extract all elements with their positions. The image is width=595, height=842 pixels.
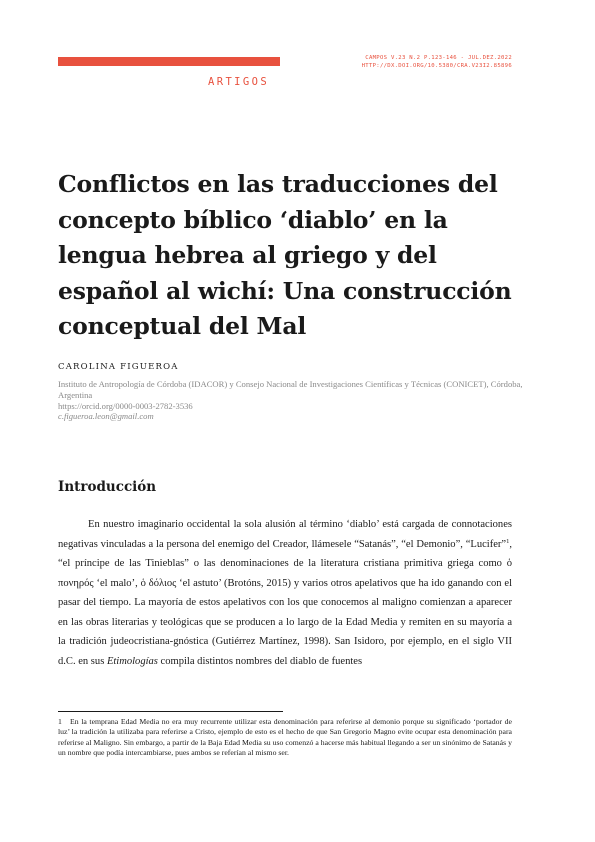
orcid-link[interactable]: https://orcid.org/0000-0003-2782-3536 xyxy=(58,400,193,411)
body-paragraph xyxy=(58,515,512,671)
footnote-divider xyxy=(58,711,283,712)
journal-citation: CAMPOS V.23 N.2 P.123-146 - JUL.DEZ.2022 xyxy=(365,55,512,61)
author-name: CAROLINA FIGUEROA xyxy=(58,362,179,372)
footnote xyxy=(58,717,512,759)
author-affiliation-block xyxy=(58,379,528,422)
footnote-number: 1 xyxy=(58,717,62,726)
header-accent-bar xyxy=(58,57,280,66)
article-title: Conflictos en las traducciones del concepto bíblico ‘diablo’ en la lengua hebrea al griego y del español al wichí: Una construcción conceptual del Mal xyxy=(58,170,512,340)
book-title-emphasis: Etimologías xyxy=(106,655,158,667)
footnote-text: En la temprana Edad Media no era muy recurrente utilizar esta denominación para referirse al demonio porque su significado ‘portador de luz’ la tradición la utilizaba para referirse a Cristo, ejemplo de esto es el hecho de que San Gregorio Magno evite ocupar esta denominación para referirse al Maligno. Sin embargo, a partir de la Baja Edad Media su uso comenzó a hacerse más habitual llegando a ser un sinónimo de Satanás y un nombre que podía intercambiarse, pues ambos se referían al mismo ser. xyxy=(58,717,512,758)
doi-link[interactable]: HTTP://DX.DOI.ORG/10.5380/CRA.V23I2.85896 xyxy=(361,62,512,69)
body-text-3: compila distintos nombres del diablo de fuentes xyxy=(157,655,363,667)
body-text-2: , “el príncipe de las Tinieblas” o las denominaciones de la literatura cristiana primitiva griega como ὁ πονηρός ‘el malo’, ὁ δόλιος ‘el astuto’ (Brotóns, 2015) y varios otros apelativos que ha ido ganando con el pasar del tiempo. La mayoría de estos apelativos con los que conocemos al maligno comienzan a aparecer en las obras literarias y teológicas que se producen a lo largo de la Edad Media y remiten en su mayoría a la tradición judeocristiana-gnóstica (Gutiérrez Martínez, 1998). San Isidoro, por ejemplo, en el siglo VII d.C. en sus xyxy=(58,538,512,667)
journal-metadata xyxy=(362,55,512,70)
email-link[interactable]: c.figueroa.leon@gmail.com xyxy=(58,411,154,422)
section-label: ARTIGOS xyxy=(208,76,270,88)
affiliation: Instituto de Antropología de Córdoba (IDACOR) y Consejo Nacional de Investigaciones Científicas y Técnicas (CONICET), Córdoba, Argentina xyxy=(58,379,523,400)
footnote-reference[interactable]: 1 xyxy=(506,537,510,545)
section-heading: Introducción xyxy=(58,479,157,495)
body-text-1: En nuestro imaginario occidental la sola alusión al término ‘diablo’ está cargada de connotaciones negativas vinculadas a la persona del enemigo del Creador, llámesele “Satanás”, “el Demonio”, “Lucifer” xyxy=(58,519,512,550)
